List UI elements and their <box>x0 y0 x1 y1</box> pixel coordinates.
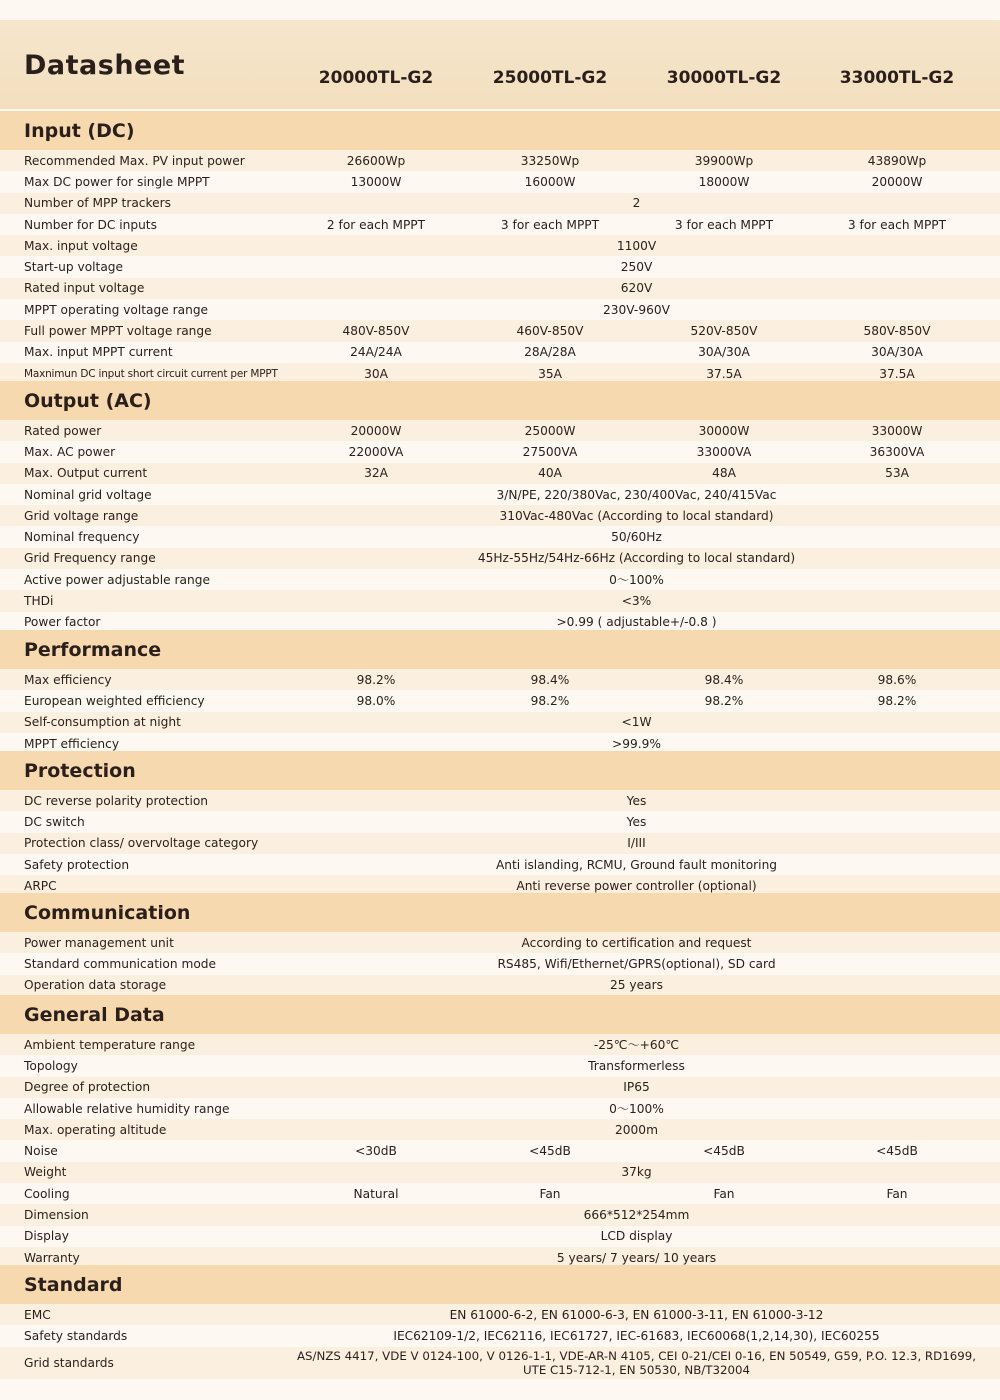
spec-label: ARPC <box>24 878 57 893</box>
section-heading: Input (DC) <box>0 111 1000 150</box>
spec-value-all-models: 0～100% <box>609 1102 664 1117</box>
spec-value-all-models: >0.99 ( adjustable+/-0.8 ) <box>556 615 717 630</box>
spec-row <box>0 854 1000 875</box>
spec-label: Max. AC power <box>24 444 116 459</box>
spec-value-model-2: 16000W <box>524 174 576 189</box>
section-protection <box>0 751 1000 896</box>
section-heading: Communication <box>0 893 1000 932</box>
spec-label: Grid Frequency range <box>24 551 156 566</box>
spec-value-model-2: Fan <box>539 1186 561 1201</box>
spec-value-all-models: IP65 <box>623 1080 650 1095</box>
spec-row <box>0 463 1000 484</box>
spec-value-model-3: 39900Wp <box>694 153 754 168</box>
spec-label: Max efficiency <box>24 672 112 687</box>
spec-value-model-1: 26600Wp <box>346 153 406 168</box>
model-header-3: 30000TL-G2 <box>666 68 782 88</box>
spec-value-model-1: Natural <box>353 1186 399 1201</box>
spec-value-model-3: 520V-850V <box>690 324 758 339</box>
spec-label: Rated input voltage <box>24 281 145 296</box>
spec-label: Nominal frequency <box>24 530 140 545</box>
spec-label: Max. Output current <box>24 466 148 481</box>
spec-value-model-1: 22000VA <box>348 444 404 459</box>
spec-row <box>0 811 1000 832</box>
datasheet-header <box>0 20 1000 109</box>
spec-value-model-3: 37.5A <box>706 366 742 381</box>
section-heading: Output (AC) <box>0 381 1000 420</box>
spec-row <box>0 975 1000 996</box>
spec-row <box>0 171 1000 192</box>
spec-value-model-3: 3 for each MPPT <box>674 217 774 232</box>
spec-label: Number of MPP trackers <box>24 196 171 211</box>
section-input-dc <box>0 111 1000 384</box>
spec-value-all-models: 0～100% <box>609 573 664 588</box>
spec-label: Max. input voltage <box>24 238 138 253</box>
spec-row <box>0 278 1000 299</box>
spec-label: Recommended Max. PV input power <box>24 153 245 168</box>
spec-label: DC reverse polarity protection <box>24 793 209 808</box>
section-general-data <box>0 995 1000 1268</box>
spec-row <box>0 235 1000 256</box>
spec-row <box>0 193 1000 214</box>
spec-label: Weight <box>24 1165 67 1180</box>
spec-value-model-3: 30000W <box>698 423 750 438</box>
spec-label: THDi <box>24 594 54 609</box>
spec-value-model-4: 580V-850V <box>863 324 931 339</box>
spec-label: Maxnimun DC input short circuit current per MPPT <box>24 367 278 380</box>
section-communication <box>0 893 1000 996</box>
spec-row <box>0 790 1000 811</box>
spec-value-model-2: <45dB <box>529 1144 571 1159</box>
spec-label: Full power MPPT voltage range <box>24 324 212 339</box>
spec-value-all-models: Anti islanding, RCMU, Ground fault monitoring <box>495 857 778 872</box>
spec-value-all-models: IEC62109-1/2, IEC62116, IEC61727, IEC-61683, IEC60068(1,2,14,30), IEC60255 <box>393 1328 880 1343</box>
spec-row <box>0 1183 1000 1204</box>
spec-row <box>0 299 1000 320</box>
spec-value-model-1: 30A <box>364 366 388 381</box>
spec-value-model-2: 98.4% <box>530 672 570 687</box>
spec-value-all-models: 2 <box>632 196 641 211</box>
spec-value-model-4: 98.6% <box>877 672 917 687</box>
spec-row <box>0 833 1000 854</box>
spec-label: EMC <box>24 1307 51 1322</box>
spec-value-model-4: 53A <box>885 466 909 481</box>
spec-label: Power management unit <box>24 935 174 950</box>
spec-value-all-models: AS/NZS 4417, VDE V 0124-100, V 0126-1-1, VDE-AR-N 4105, CEI 0-21/CEI 0-16, EN 50549, G59, P.O. 12.3, RD1699, UTE C15-712-1, EN 50530, NB/T32004 <box>296 1348 976 1377</box>
section-performance <box>0 630 1000 754</box>
spec-label: Degree of protection <box>24 1080 151 1095</box>
spec-value-all-models: According to certification and request <box>521 935 752 950</box>
spec-label: Self-consumption at night <box>24 715 181 730</box>
spec-value-all-models: 250V <box>620 260 653 275</box>
spec-value-model-3: 30A/30A <box>698 345 750 360</box>
spec-value-model-2: 25000W <box>524 423 576 438</box>
spec-value-model-1: 2 for each MPPT <box>326 217 426 232</box>
spec-label: Max. input MPPT current <box>24 345 173 360</box>
spec-value-model-4: 36300VA <box>869 444 925 459</box>
spec-row <box>0 342 1000 363</box>
spec-value-model-4: <45dB <box>876 1144 918 1159</box>
section-output-ac <box>0 381 1000 633</box>
spec-value-all-models: 666*512*254mm <box>583 1208 690 1223</box>
spec-value-model-2: 40A <box>538 466 562 481</box>
spec-value-all-models: Anti reverse power controller (optional) <box>516 878 757 893</box>
spec-row <box>0 256 1000 277</box>
spec-value-model-4: 3 for each MPPT <box>847 217 947 232</box>
section-heading: Standard <box>0 1265 1000 1304</box>
spec-label: Protection class/ overvoltage category <box>24 836 259 851</box>
spec-value-model-3: 33000VA <box>696 444 752 459</box>
spec-value-all-models: RS485, Wifi/Ethernet/GPRS(optional), SD card <box>497 956 776 971</box>
spec-label: Warranty <box>24 1250 80 1265</box>
spec-value-all-models: 25 years <box>610 978 663 993</box>
spec-label: MPPT efficiency <box>24 736 120 751</box>
spec-value-model-4: 98.2% <box>877 693 917 708</box>
spec-label: Operation data storage <box>24 978 167 993</box>
spec-value-model-2: 28A/28A <box>524 345 576 360</box>
spec-value-model-1: <30dB <box>355 1144 397 1159</box>
spec-value-model-1: 98.0% <box>356 693 396 708</box>
spec-row <box>0 1226 1000 1247</box>
spec-row <box>0 590 1000 611</box>
spec-value-all-models: EN 61000-6-2, EN 61000-6-3, EN 61000-3-11, EN 61000-3-12 <box>449 1307 824 1322</box>
spec-value-model-4: 30A/30A <box>871 345 923 360</box>
model-header-2: 25000TL-G2 <box>492 68 608 88</box>
spec-value-model-4: 43890Wp <box>867 153 927 168</box>
page-title: Datasheet <box>24 50 186 81</box>
section-heading: General Data <box>0 995 1000 1034</box>
spec-row <box>0 1055 1000 1076</box>
spec-row <box>0 150 1000 171</box>
spec-value-model-1: 98.2% <box>356 672 396 687</box>
spec-row <box>0 1098 1000 1119</box>
spec-row <box>0 932 1000 953</box>
spec-label: Display <box>24 1229 69 1244</box>
spec-row <box>0 1034 1000 1055</box>
spec-label: Standard communication mode <box>24 956 217 971</box>
spec-value-model-4: 37.5A <box>879 366 915 381</box>
spec-value-model-1: 32A <box>364 466 388 481</box>
spec-value-all-models: 230V-960V <box>603 302 670 317</box>
spec-label: Rated power <box>24 423 102 438</box>
spec-value-all-models: <3% <box>621 594 652 609</box>
section-standard <box>0 1265 1000 1379</box>
spec-row <box>0 1347 1000 1379</box>
spec-label: Number for DC inputs <box>24 217 157 232</box>
spec-value-model-2: 3 for each MPPT <box>500 217 600 232</box>
spec-value-all-models: >99.9% <box>612 736 661 751</box>
spec-value-all-models: Transformerless <box>588 1058 685 1073</box>
spec-value-model-2: 27500VA <box>522 444 578 459</box>
spec-label: Topology <box>24 1058 78 1073</box>
spec-row <box>0 1077 1000 1098</box>
spec-value-all-models: 45Hz-55Hz/54Hz-66Hz (According to local standard) <box>477 551 796 566</box>
spec-row <box>0 1162 1000 1183</box>
spec-value-all-models: <1W <box>621 715 652 730</box>
spec-value-model-3: Fan <box>713 1186 735 1201</box>
spec-row <box>0 420 1000 441</box>
spec-value-model-1: 480V-850V <box>342 324 410 339</box>
spec-label: MPPT operating voltage range <box>24 302 209 317</box>
spec-value-model-3: 48A <box>712 466 736 481</box>
spec-row <box>0 505 1000 526</box>
spec-label: Grid voltage range <box>24 508 139 523</box>
spec-value-all-models: 2000m <box>615 1122 658 1137</box>
spec-value-all-models: 310Vac-480Vac (According to local standard) <box>499 508 774 523</box>
section-heading: Protection <box>0 751 1000 790</box>
spec-value-model-3: 18000W <box>698 174 750 189</box>
spec-row <box>0 214 1000 235</box>
spec-label: European weighted efficiency <box>24 693 205 708</box>
spec-value-model-4: 20000W <box>871 174 923 189</box>
spec-label: Noise <box>24 1144 58 1159</box>
spec-value-model-3: <45dB <box>703 1144 745 1159</box>
spec-label: Dimension <box>24 1208 89 1223</box>
spec-label: Safety protection <box>24 857 130 872</box>
spec-value-all-models: 620V <box>620 281 653 296</box>
spec-value-all-models: Yes <box>626 814 647 829</box>
spec-row <box>0 1140 1000 1161</box>
spec-label: DC switch <box>24 814 85 829</box>
spec-row <box>0 484 1000 505</box>
spec-label: Ambient temperature range <box>24 1037 196 1052</box>
spec-row <box>0 320 1000 341</box>
spec-value-model-2: 35A <box>538 366 562 381</box>
spec-label: Active power adjustable range <box>24 572 210 587</box>
spec-value-all-models: -25℃～+60℃ <box>593 1038 680 1053</box>
spec-value-model-4: 33000W <box>871 423 923 438</box>
spec-value-model-4: Fan <box>886 1186 908 1201</box>
spec-row <box>0 526 1000 547</box>
spec-row <box>0 1119 1000 1140</box>
spec-value-model-1: 24A/24A <box>350 345 402 360</box>
spec-value-all-models: LCD display <box>600 1229 673 1244</box>
spec-row <box>0 1325 1000 1346</box>
section-heading: Performance <box>0 630 1000 669</box>
spec-value-model-2: 460V-850V <box>516 324 584 339</box>
spec-value-all-models: 37kg <box>621 1165 652 1180</box>
spec-value-all-models: 50/60Hz <box>611 530 662 545</box>
spec-row <box>0 569 1000 590</box>
spec-label: Safety standards <box>24 1328 128 1343</box>
spec-value-model-1: 13000W <box>350 174 402 189</box>
spec-value-model-2: 33250Wp <box>520 153 580 168</box>
model-header-1: 20000TL-G2 <box>318 68 434 88</box>
spec-row <box>0 669 1000 690</box>
spec-row <box>0 953 1000 974</box>
spec-value-model-2: 98.2% <box>530 693 570 708</box>
spec-value-all-models: 3/N/PE, 220/380Vac, 230/400Vac, 240/415Vac <box>496 487 777 502</box>
model-header-4: 33000TL-G2 <box>839 68 955 88</box>
spec-value-all-models: Yes <box>626 793 647 808</box>
spec-row <box>0 441 1000 462</box>
spec-row <box>0 712 1000 733</box>
spec-value-model-3: 98.2% <box>704 693 744 708</box>
spec-value-model-3: 98.4% <box>704 672 744 687</box>
spec-value-all-models: I/III <box>627 836 646 851</box>
spec-label: Cooling <box>24 1186 70 1201</box>
spec-label: Max DC power for single MPPT <box>24 174 210 189</box>
spec-value-model-1: 20000W <box>350 423 402 438</box>
spec-row <box>0 1304 1000 1325</box>
spec-label: Start-up voltage <box>24 260 124 275</box>
spec-label: Nominal grid voltage <box>24 487 152 502</box>
spec-label: Grid standards <box>24 1355 114 1370</box>
spec-label: Power factor <box>24 615 101 630</box>
spec-row <box>0 690 1000 711</box>
spec-label: Allowable relative humidity range <box>24 1101 230 1116</box>
spec-value-all-models: 1100V <box>616 238 657 253</box>
spec-row <box>0 548 1000 569</box>
spec-value-all-models: 5 years/ 7 years/ 10 years <box>556 1250 717 1265</box>
spec-label: Max. operating altitude <box>24 1122 167 1137</box>
spec-row <box>0 1204 1000 1225</box>
